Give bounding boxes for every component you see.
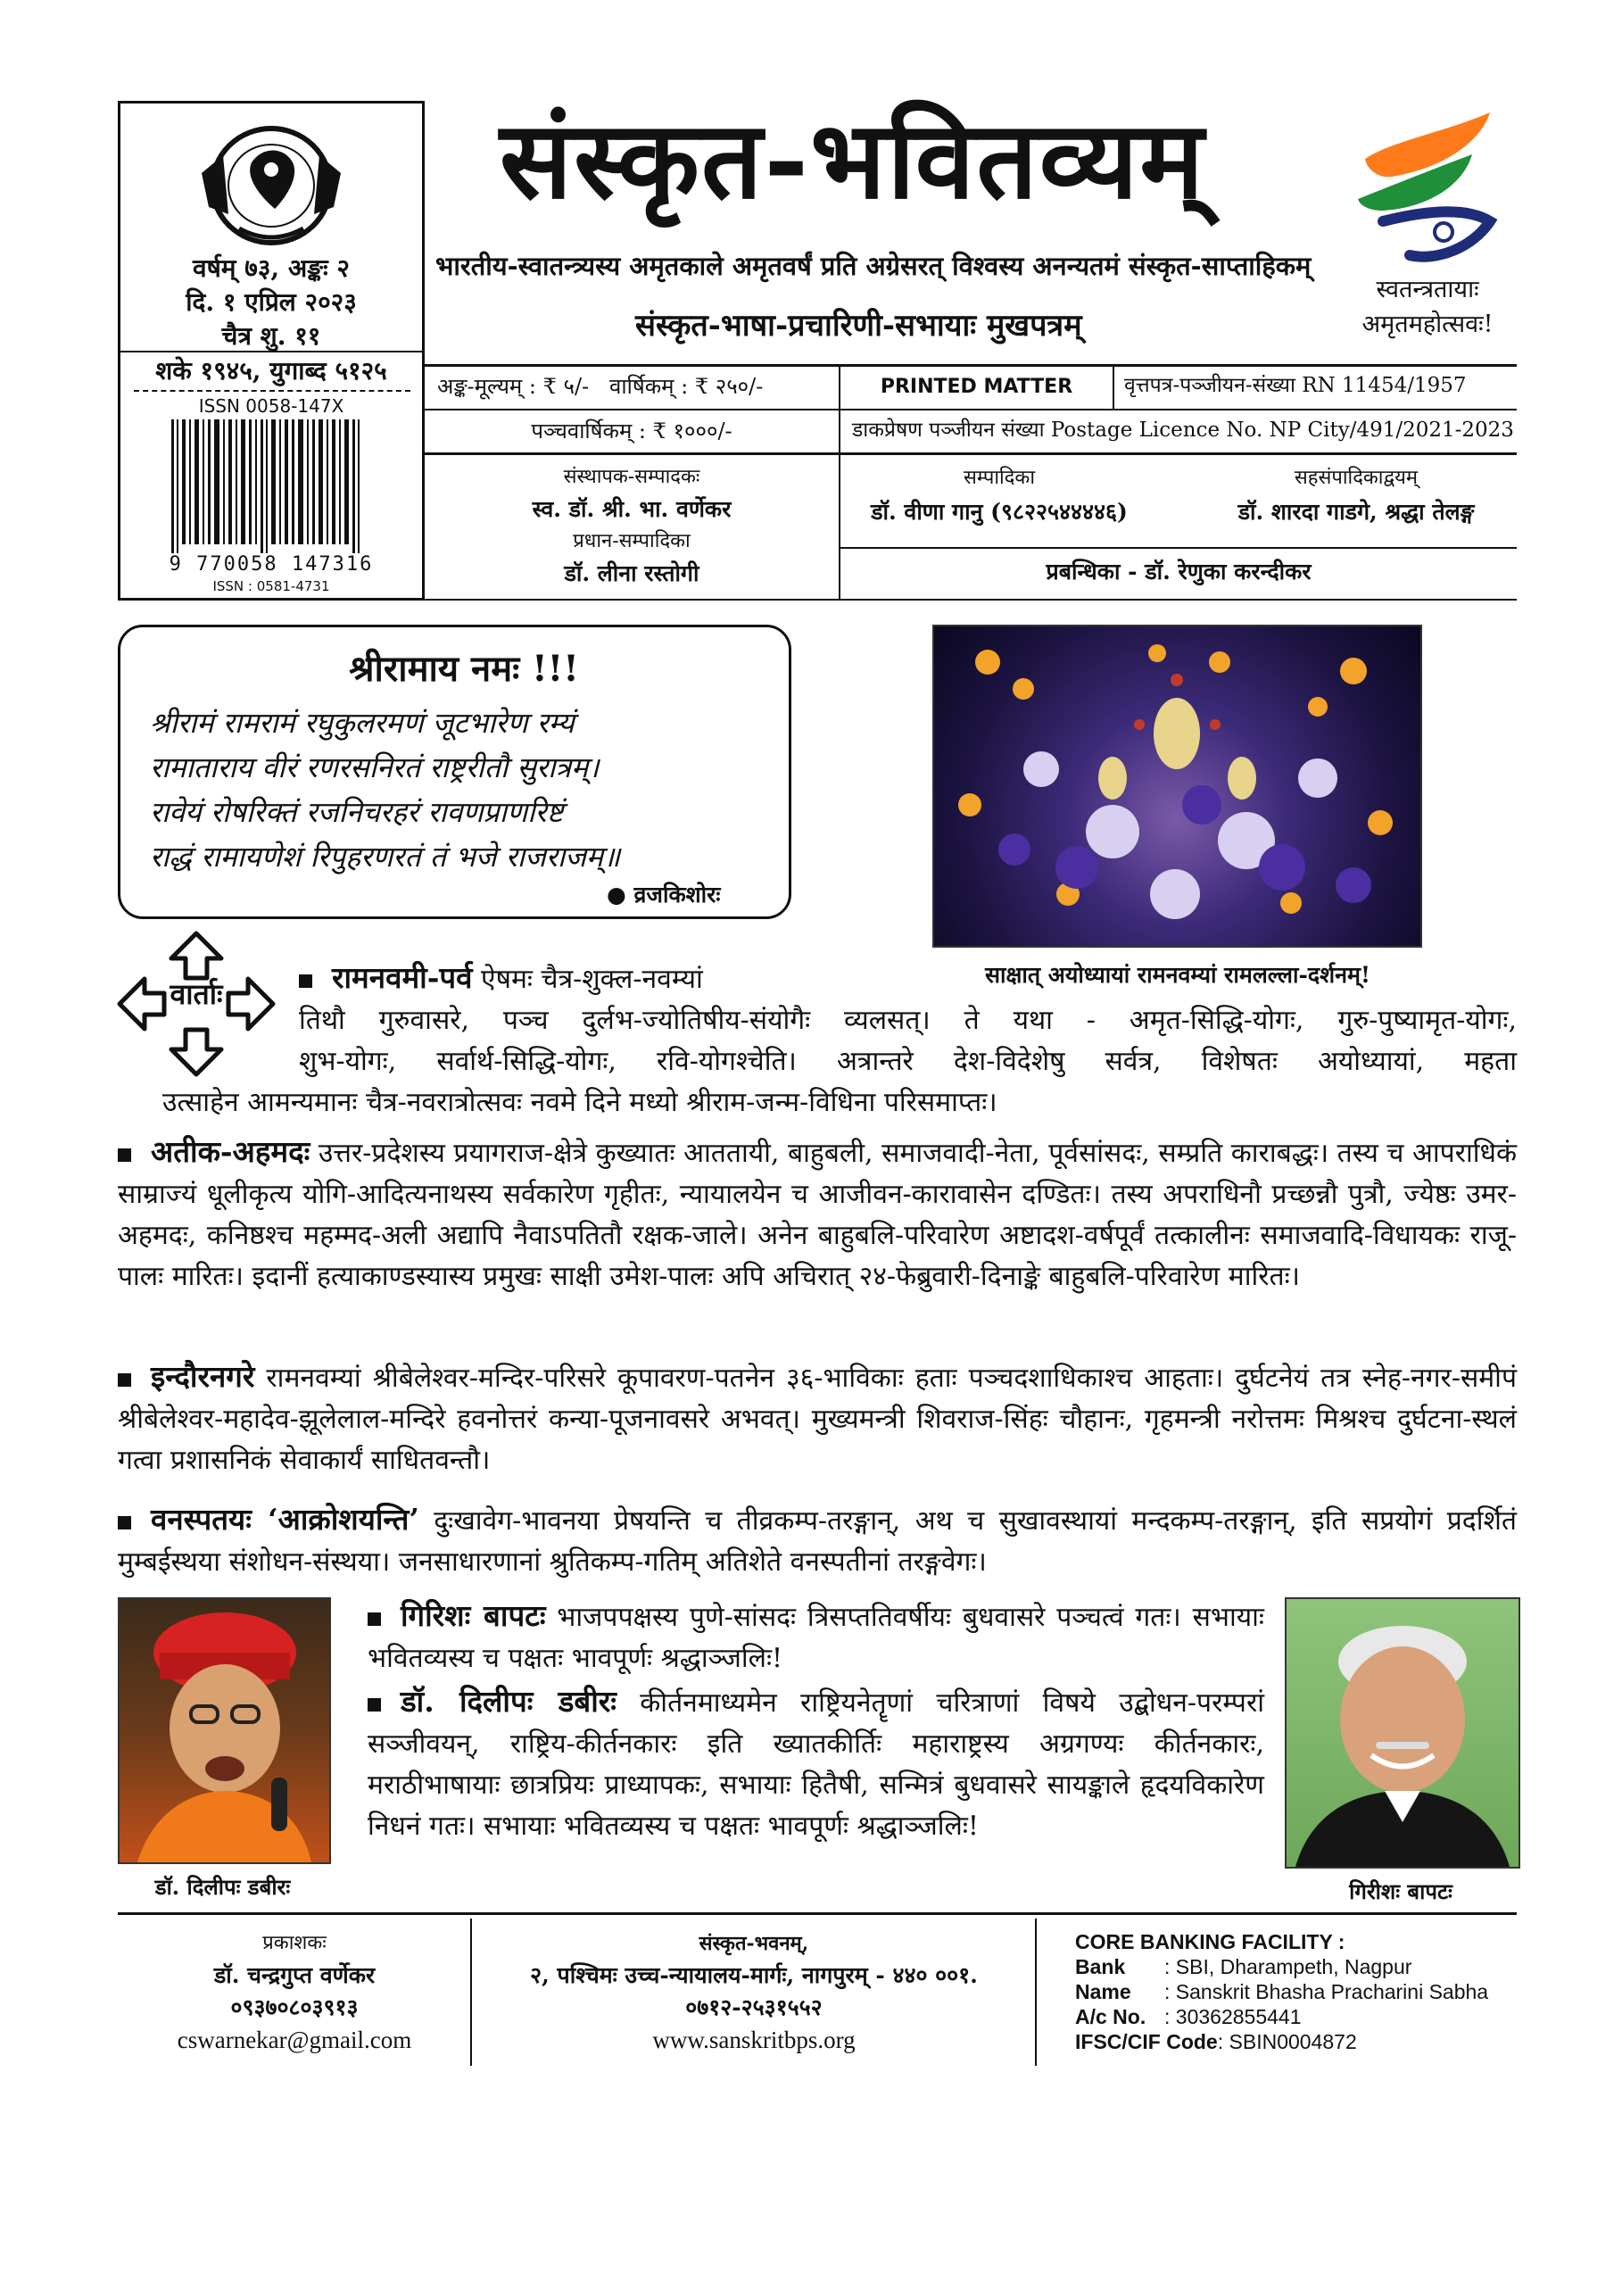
tricolour-emblem-icon	[1338, 105, 1517, 270]
manager: प्रबन्धिका - डॉ. रेणुका करन्दीकर	[1046, 559, 1312, 584]
editor-label: सम्पादिका	[963, 467, 1036, 489]
news-text: उत्साहेन आमन्यमानः चैत्र-नवरात्रोत्सवः नवमे दिने मध्यो श्रीराम-जन्म-विधिना परिसमाप्तः।	[162, 1087, 997, 1118]
ifsc-label: IFSC/CIF Code	[1075, 2030, 1218, 2053]
founder-label: संस्थापक-सम्पादकः	[563, 466, 700, 488]
news-item-dilip	[368, 1681, 1264, 1847]
postage-licence: डाकप्रेषण पञ्जीयन संख्या Postage Licence No. NP City/491/2021-2023	[852, 419, 1514, 442]
dilip-dabir-photo	[118, 1597, 331, 1864]
news-headline: वनस्पतयः ‘आक्रोशयन्ति’	[151, 1502, 419, 1537]
news-text: कीर्तनमाध्यमेन राष्ट्रियनेतॄणां चरित्राणां विषये उद्बोधन-परम्परां सञ्जीवयन्, राष्ट्रिय-कीर्तनकारः इति ख्यातकीर्तिः महाराष्ट्रस्य अग्रगण्यः कीर्तनकारः, मराठीभाषायाः छात्रप्रियः प्राध्यापकः, सभायाः हितैषी, सन्मित्रं बुधवासरे सायङ्काले हृदयविकारेण निधनं गतः। सभायाः भवितव्यस्य च पक्षतः भावपूर्णः श्रद्धाञ्जलिः!	[368, 1687, 1264, 1842]
publisher-name: डॉ. चन्द्रगुप्त वर्णेकर	[213, 1962, 376, 1988]
news-text: शुभ-योगः, सर्वार्थ-सिद्धि-योगः, रवि-योगश्चेति। अत्रान्तरे देश-विदेशेषु सर्वत्र, विशेषतः अयोध्यायां, महता	[299, 1046, 1517, 1077]
publisher-phone: ०९३७०८०३९१३	[230, 1994, 359, 2020]
news-item-atiq	[118, 1131, 1517, 1297]
bank-value: : SBI, Dharampeth, Nagpur	[1164, 1955, 1412, 1978]
news-item-indore	[118, 1356, 1517, 1481]
issn-bottom: ISSN : 0581-4731	[212, 578, 330, 594]
ramlalla-caption: साक्षात् अयोध्यायां रामनवम्यां रामलल्ला-दर्शनम्!	[985, 962, 1370, 988]
news-headline: रामनवमी-पर्व	[332, 960, 473, 995]
price-annual: वार्षिकम् : ₹ २५०/-	[609, 374, 764, 399]
news-item-plants	[118, 1499, 1517, 1583]
editor-name: डॉ. वीणा गानु (९८२२५४४४४६)	[871, 499, 1128, 525]
issue-volume: वर्षम् ७३, अङ्कः २	[193, 253, 350, 283]
registration-number: वृत्तपत्र-पञ्जीयन-संख्या RN 11454/1957	[1124, 374, 1467, 397]
price-per-issue: अङ्क-मूल्यम् : ₹ ५/-	[437, 374, 590, 399]
bullet-icon	[299, 974, 312, 988]
news-item-girish	[368, 1596, 1264, 1679]
bullet-icon	[118, 1373, 131, 1387]
ac-value: : 30362855441	[1164, 2005, 1302, 2028]
barcode-number: 9 770058 147316	[169, 553, 374, 576]
coeditors-names: डॉ. शारदा गाडगे, श्रद्धा तेलङ्ग	[1237, 499, 1475, 525]
barcode-icon	[168, 419, 364, 553]
swatantra-line2: अमृतमहोत्सवः!	[1361, 311, 1494, 339]
coeditors-label: सहसंपादिकाद्वयम्	[1294, 467, 1419, 489]
bank-title: CORE BANKING FACILITY :	[1075, 1930, 1345, 1953]
news-text: भाजपपक्षस्य पुणे-सांसदः त्रिसप्ततिवर्षीयः बुधवासरे पञ्चत्वं गतः। सभायाः भवितव्यस्य च पक्षतः भावपूर्णः श्रद्धाञ्जलिः!	[368, 1602, 1264, 1674]
address-line: २, पश्चिमः उच्च-न्यायालय-मार्गः, नागपुरम् - ४४० ००१.	[530, 1962, 978, 1988]
address-block	[477, 1927, 1030, 2056]
sabha-emblem-icon	[189, 116, 353, 250]
printed-matter: PRINTED MATTER	[880, 376, 1073, 398]
news-text: उत्तर-प्रदेशस्य प्रयागराज-क्षेत्रे कुख्यातः आततायी, बाहुबली, समाजवादी-नेता, पूर्वसांसदः, सम्प्रति काराबद्धः। तस्य च आपराधिकं साम्राज्यं धूलीकृत्य योगि-आदित्यनाथस्य सर्वकारेण गृहीतः, न्यायालयेन च आजीवन-कारावासेन दण्डितः। तस्य अपराधिनौ प्रच्छन्नौ पुत्रौ, ज्येष्ठः उमर-अहमदः, कनिष्ठश्च महम्मद-अली अद्यापि नैवाऽपतितौ रक्षक-जाले। अनेन बाहुबलि-परिवारेण अष्टादश-वर्षपूर्वं तत्कालीनः समाजवादि-विधायकः राजू-पालः मारितः। इदानीं हत्याकाण्डस्यास्य प्रमुखः साक्षी उमेश-पालः अपि अचिरात् २४-फेब्रुवारी-दिनाङ्के बाहुबलि-परिवारेण मारितः।	[118, 1138, 1517, 1292]
publisher-email: cswarnekar@gmail.com	[177, 2027, 412, 2053]
address-title: संस्कृत-भवनम्,	[699, 1932, 809, 1955]
bullet-icon	[118, 1516, 131, 1529]
bank-label: Bank	[1075, 1955, 1126, 1978]
masthead-tagline: भारतीय-स्वातन्त्र्यस्य अमृतकाले अमृतवर्षं प्रति अग्रेसरत् विश्वस्य अनन्यतमं संस्कृत-साप्ताहिकम्	[435, 251, 1312, 281]
publisher-block	[125, 1927, 464, 2056]
ac-label: A/c No.	[1075, 2005, 1146, 2028]
poem-line: राद्धं रामायणेशं रिपुहरणरतं तं भजे राजराजम्॥	[150, 840, 621, 874]
news-item-ramnavami	[299, 957, 923, 1000]
masthead-sabha: संस्कृत-भाषा-प्रचारिणी-सभायाः मुखपत्रम्	[635, 308, 1082, 344]
news-text: रामनवम्यां श्रीबेलेश्वर-मन्दिर-परिसरे कूपावरण-पतनेन ३६-भाविकाः हताः पञ्चदशाधिकाश्च आहताः। दुर्घटनेयं तत्र स्नेह-नगर-समीपं श्रीबेलेश्वर-महादेव-झूलेलाल-मन्दिरे हवनोत्तरं कन्या-पूजनावसरे अभवत्। मुख्यमन्त्री शिवराज-सिंहः चौहानः, गृहमन्त्री नरोत्तमः मिश्रश्च दुर्घटना-स्थलं गत्वा प्रशासनिकं सेवाकार्यं साधितवन्तौ।	[118, 1363, 1517, 1476]
chief-editor-name: डॉ. लीना रस्तोगी	[564, 560, 699, 586]
masthead-title: संस्कृत-भवितव्यम्	[500, 97, 1206, 223]
name-value: : Sanskrit Bhasha Pracharini Sabha	[1164, 1980, 1489, 2003]
issue-date: दि. १ एप्रिल २०२३	[186, 287, 357, 317]
issue-shake: शके १९४५, युगाब्द ५१२५	[155, 356, 387, 385]
issue-tithi: चैत्र शु. ११	[221, 321, 321, 351]
poem-title: श्रीरामाय नमः !!!	[349, 648, 579, 690]
poem-line: रामाताराय वीरं रणरसनिरतं राष्ट्ररीतौ सुरात्रम्।	[150, 750, 600, 784]
bullet-icon	[368, 1698, 381, 1712]
poem-author: ● व्रजकिशोरः	[607, 882, 721, 908]
name-label: Name	[1075, 1980, 1131, 2003]
ramlalla-photo	[932, 625, 1422, 948]
dilip-caption: डॉ. दिलीपः डबीरः	[154, 1874, 291, 1900]
bank-block	[1075, 1929, 1503, 2054]
bullet-icon	[118, 1148, 131, 1162]
news-text: दुःखावेग-भावनया प्रेषयन्ति च तीव्रकम्प-तरङ्गान्, अथ च सुखावस्थायां मन्दकम्प-तरङ्गान्, इति सप्रयोगं प्रदर्शितं मुम्बईस्थया संशोधन-संस्थया। जनसाधारणानां श्रुतिकम्प-गतिम् अतिशेते वनस्पतीनां तरङ्गवेगः।	[118, 1505, 1517, 1578]
news-headline: इन्दौरनगरे	[151, 1359, 255, 1394]
swatantra-line1: स्वतन्त्रतायाः	[1376, 276, 1479, 303]
news-text: ऐषमः चैत्र-शुक्ल-नवम्यां	[472, 964, 703, 995]
bullet-icon	[368, 1612, 381, 1626]
girish-bapat-photo	[1285, 1597, 1520, 1869]
issn-top: ISSN 0058-147X	[198, 395, 344, 417]
news-text: तिथौ गुरुवासरे, पञ्च दुर्लभ-ज्योतिषीय-संयोगैः व्यलसत्। ते यथा - अमृत-सिद्धि-योगः, गुरु-पुष्यामृत-योगः,	[299, 1005, 1517, 1036]
chief-editor-label: प्रधान-सम्पादिका	[573, 530, 691, 552]
publisher-label: प्रकाशकः	[262, 1932, 327, 1954]
news-headline: डॉ. दिलीपः डबीरः	[401, 1684, 617, 1719]
poem-line: श्रीरामं रामरामं रघुकुलरमणं जूटभारेण रम्यं	[150, 706, 575, 740]
girish-caption: गिरीशः बापटः	[1349, 1878, 1452, 1904]
website: www.sanskritbps.org	[652, 2027, 856, 2053]
address-phone: ०७१२-२५३१५५२	[685, 1994, 823, 2020]
founder-name: स्व. डॉ. श्री. भा. वर्णेकर	[532, 496, 732, 522]
price-five-year: पञ्चवार्षिकम् : ₹ १०००/-	[531, 419, 732, 443]
news-label: वार्ताः	[170, 977, 223, 1011]
news-headline: अतीक-अहमदः	[151, 1134, 310, 1169]
ifsc-value: : SBIN0004872	[1217, 2030, 1357, 2053]
news-headline: गिरिशः बापटः	[401, 1598, 546, 1633]
poem-line: रावेयं रोषरिक्तं रजनिचरहरं रावणप्राणरिष्टं	[150, 795, 564, 829]
